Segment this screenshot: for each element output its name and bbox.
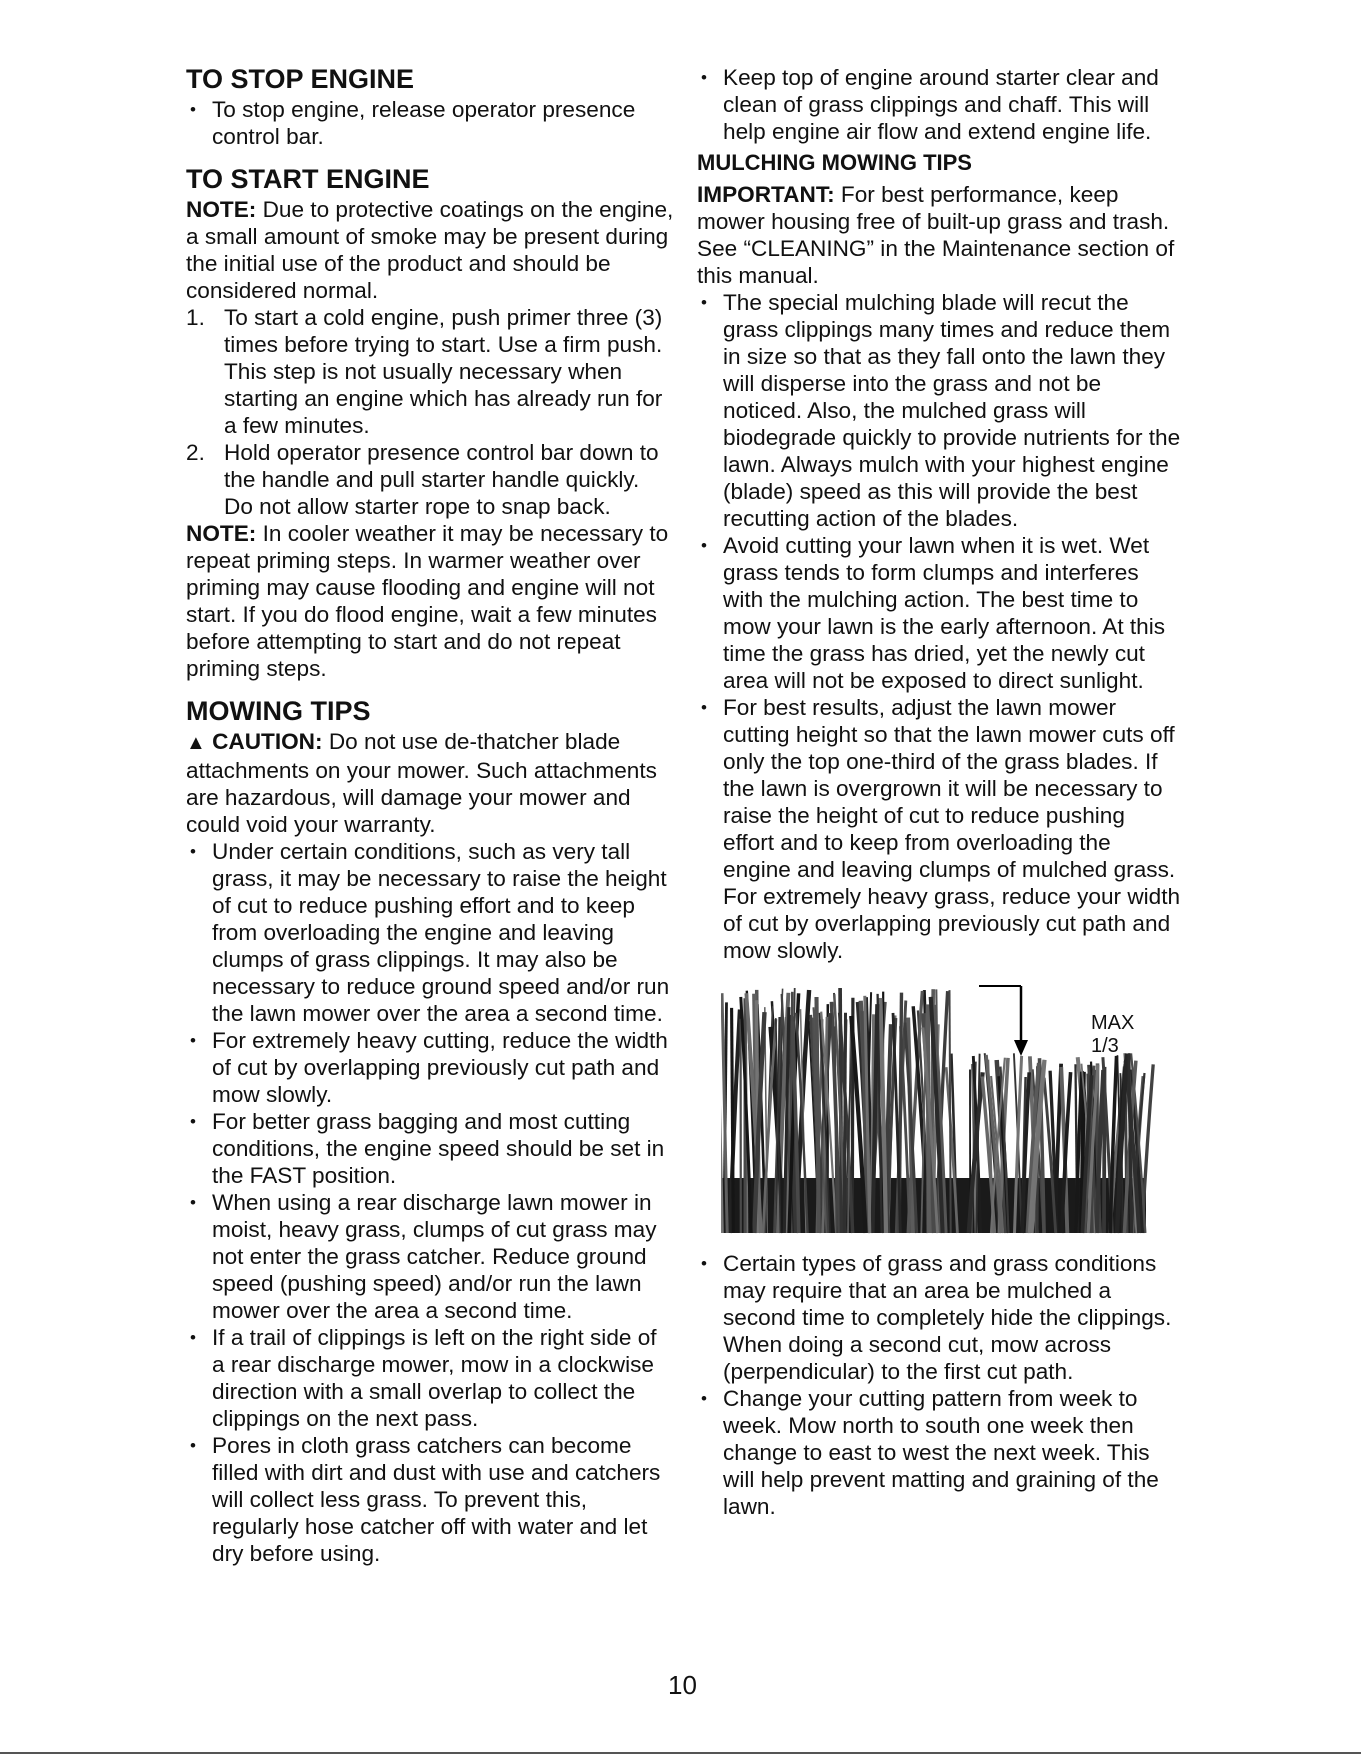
list-item: • Change your cutting pattern from week to week. Mow north to south one week then change to east to west the next week. This will help prevent matting and graining of the lawn. <box>697 1385 1182 1520</box>
step-text: To start a cold engine, push primer three (3) times before trying to start. Use a firm push. This step is not usually necessary when starting an engine which has already run for a few minutes. <box>224 305 663 438</box>
list-item: • The special mulching blade will recut the grass clippings many times and reduce them in size so that as they fall onto the lawn they will disperse into the grass and not be noticed. Also, the mulched grass will biodegrade quickly to provide nutrients for the lawn. Always mulch with your highest engine (blade) speed as this will provide the best recutting action of the blades. <box>697 289 1182 532</box>
list-item: • When using a rear discharge lawn mower in moist, heavy grass, clumps of cut grass may not enter the grass catcher. Reduce ground speed (pushing speed) and/or run the lawn mower over the area a second time. <box>186 1189 674 1324</box>
list-item: • For extremely heavy cutting, reduce the width of cut by overlapping previously cut path and mow slowly. <box>186 1027 674 1108</box>
stop-engine-list <box>186 96 674 150</box>
step-number: 2. <box>186 440 205 465</box>
mulching-tips-list-continued <box>697 1250 1182 1520</box>
important-label: IMPORTANT: <box>697 182 835 207</box>
engine-care-list <box>697 64 1182 145</box>
important-text: For best performance, keep mower housing free of built-up grass and trash. See “CLEANING” in the Maintenance section of this manual. <box>697 182 1175 288</box>
mowing-tips-heading: MOWING TIPS <box>186 696 371 726</box>
step-text: Hold operator presence control bar down to the handle and pull starter handle quickly. Do not allow starter rope to snap back. <box>224 440 659 519</box>
important-paragraph <box>697 181 1182 289</box>
note-text: Due to protective coatings on the engine, a small amount of smoke may be present during the initial use of the product and should be considered normal. <box>186 197 674 303</box>
grass-height-illustration <box>721 978 1161 1238</box>
stop-engine-heading: TO STOP ENGINE <box>186 64 415 94</box>
left-column <box>186 62 674 1567</box>
max-height-label: MAX 1/3 <box>1091 1012 1135 1057</box>
list-item: • For best results, adjust the lawn mower cutting height so that the lawn mower cuts off only the top one-third of the grass blades. If the lawn is overgrown it will be necessary to raise the height of cut to reduce pushing effort and to keep from overloading the engine and leaving clumps of mulched grass. For extremely heavy grass, reduce your width of cut by overlapping previously cut path and mow slowly. <box>697 694 1182 964</box>
list-item: • For better grass bagging and most cutting conditions, the engine speed should be set in the FAST position. <box>186 1108 674 1189</box>
note-paragraph <box>186 520 674 682</box>
caution-label: CAUTION: <box>212 729 323 754</box>
step-number: 1. <box>186 305 205 330</box>
mowing-tips-list <box>186 838 674 1567</box>
mulching-tips-heading: MULCHING MOWING TIPS <box>697 150 972 175</box>
list-item: • Under certain conditions, such as very tall grass, it may be necessary to raise the height of cut to reduce pushing effort and to keep from overloading the engine and leaving clumps of grass clippings. It may also be necessary to reduce ground speed and/or run the lawn mower over the area a second time. <box>186 838 674 1027</box>
list-item: • Avoid cutting your lawn when it is wet. Wet grass tends to form clumps and interferes with the mulching action. The best time to mow your lawn is the early afternoon. At this time the grass has dried, yet the newly cut area will not be exposed to direct sunlight. <box>697 532 1182 694</box>
list-item: • To stop engine, release operator presence control bar. <box>186 96 674 150</box>
list-item: • If a trail of clippings is left on the right side of a rear discharge mower, mow in a clockwise direction with a small overlap to collect the clippings on the next pass. <box>186 1324 674 1432</box>
list-item <box>186 304 674 439</box>
list-item: • Certain types of grass and grass conditions may require that an area be mulched a second time to completely hide the clippings. When doing a second cut, mow across (perpendicular) to the first cut path. <box>697 1250 1182 1385</box>
caution-paragraph <box>186 728 674 838</box>
bottom-rule <box>0 1752 1361 1754</box>
note-label: NOTE: <box>186 197 257 222</box>
start-engine-heading: TO START ENGINE <box>186 164 430 194</box>
list-item <box>186 439 674 520</box>
note-text: In cooler weather it may be necessary to repeat priming steps. In warmer weather over priming may cause flooding and engine will not start. If you do flood engine, wait a few minutes before attempting to start and do not repeat priming steps. <box>186 521 669 681</box>
page-number: 10 <box>668 1670 697 1700</box>
note-paragraph <box>186 196 674 304</box>
start-steps-list <box>186 304 674 520</box>
right-column <box>697 64 1182 1520</box>
note-label: NOTE: <box>186 521 257 546</box>
mulching-tips-list <box>697 289 1182 964</box>
warning-triangle-icon: ▲ <box>186 732 206 754</box>
list-item: • Pores in cloth grass catchers can become filled with dirt and dust with use and catchers will collect less grass. To prevent this, regularly hose catcher off with water and let dry before using. <box>186 1432 674 1567</box>
list-item: • Keep top of engine around starter clear and clean of grass clippings and chaff. This will help engine air flow and extend engine life. <box>697 64 1182 145</box>
caution-text: Do not use de-thatcher blade attachments on your mower. Such attachments are hazardous, will damage your mower and could void your warranty. <box>186 729 657 837</box>
